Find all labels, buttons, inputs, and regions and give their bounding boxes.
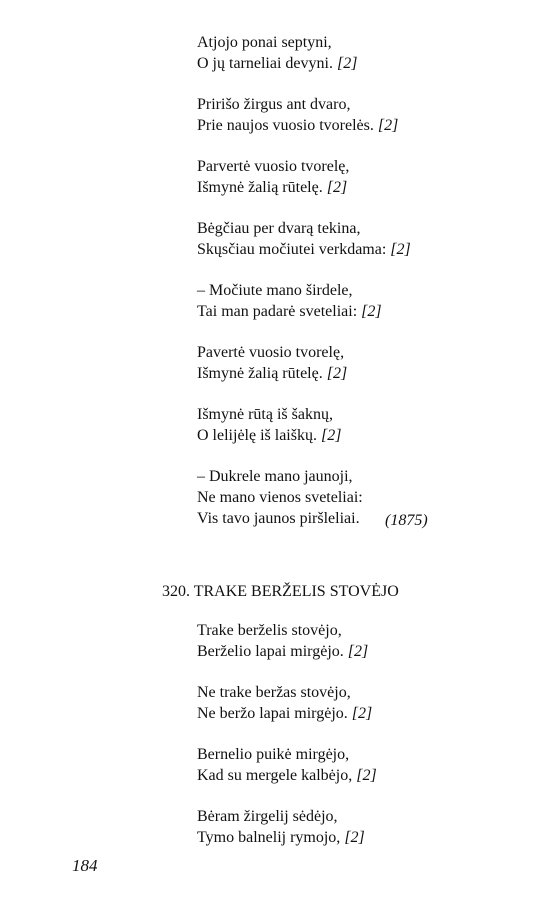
verse-text: Atjojo ponai septyni, [197,34,332,51]
verse-text: Išmynė rūtą iš šaknų, [197,406,333,423]
repeat-marker: [2] [347,643,369,660]
repeat-marker: [2] [390,241,411,258]
verse-line [197,466,517,487]
repeat-marker: [2] [344,829,365,846]
verse-text: Pririšo žirgus ant dvaro, [197,96,351,113]
verse-text: Bėram žirgelij sėdėjo, [197,808,338,825]
stanza [197,280,517,322]
verse-text: Skųsčiau močiutei verkdama: [197,241,387,258]
verse-line [197,487,517,508]
poem-319-body [197,32,517,549]
repeat-marker: [2] [351,705,373,722]
verse-text: O lelijėlę iš laiškų. [197,427,317,444]
poem-date: (1875) [385,512,428,529]
stanza [197,32,517,74]
stanza [197,404,517,446]
verse-text: Ne beržo lapai mirgėjo. [197,705,348,722]
verse-line [197,641,517,662]
stanza [197,744,517,786]
stanza [197,806,517,848]
verse-text: Ne trake beržas stovėjo, [197,684,351,701]
verse-line [197,32,517,53]
verse-text: – Dukrele mano jaunoji, [197,468,353,485]
repeat-marker: [2] [326,179,348,196]
verse-line [197,765,517,786]
repeat-marker: [2] [320,427,342,444]
verse-line [197,301,517,322]
verse-text: Ne mano vienos sveteliai: [197,489,363,506]
verse-line [197,363,517,384]
verse-text: Tai man padarė sveteliai: [197,303,358,320]
verse-text: Parvertė vuosio tvorelę, [197,158,350,175]
verse-line [197,703,517,724]
verse-line [197,425,517,446]
poem-320-heading: 320. TRAKE BERŽELIS STOVĖJO [162,583,399,600]
verse-line [197,620,517,641]
repeat-marker: [2] [377,117,399,134]
verse-line [197,177,517,198]
stanza [197,466,517,529]
verse-line [197,53,517,74]
verse-line [197,342,517,363]
verse-line [197,239,517,260]
repeat-marker: [2] [336,55,358,72]
verse-text: Pavertė vuosio tvorelę, [197,344,345,361]
verse-line [197,827,517,848]
verse-text: Bernelio puikė mirgėjo, [197,746,350,763]
repeat-marker: [2] [361,303,382,320]
verse-text: Kad su mergele kalbėjo, [197,767,353,784]
stanza [197,94,517,136]
verse-line [197,280,517,301]
verse-text: Berželio lapai mirgėjo. [197,643,344,660]
stanza [197,682,517,724]
verse-line [197,508,517,529]
verse-line [197,404,517,425]
verse-line [197,94,517,115]
stanza [197,342,517,384]
verse-text: – Močiute mano širdele, [197,282,353,299]
verse-line [197,744,517,765]
verse-text: Vis tavo jaunos piršleliai. [197,510,360,527]
stanza [197,218,517,260]
verse-line [197,218,517,239]
verse-line [197,115,517,136]
verse-text: O jų tarneliai devyni. [197,55,333,72]
verse-text: Išmynė žalią rūtelę. [197,179,323,196]
verse-line [197,806,517,827]
verse-line [197,682,517,703]
poem-320-body [197,620,517,868]
verse-text: Trake berželis stovėjo, [197,622,342,639]
verse-text: Tymo balnelij rymojo, [197,829,341,846]
repeat-marker: [2] [356,767,377,784]
verse-text: Išmynė žalią rūtelę. [197,365,323,382]
stanza [197,620,517,662]
stanza [197,156,517,198]
verse-line [197,156,517,177]
repeat-marker: [2] [326,365,348,382]
verse-text: Bėgčiau per dvarą tekina, [197,220,361,237]
verse-text: Prie naujos vuosio tvorelės. [197,117,374,134]
page-number: 184 [72,856,98,875]
